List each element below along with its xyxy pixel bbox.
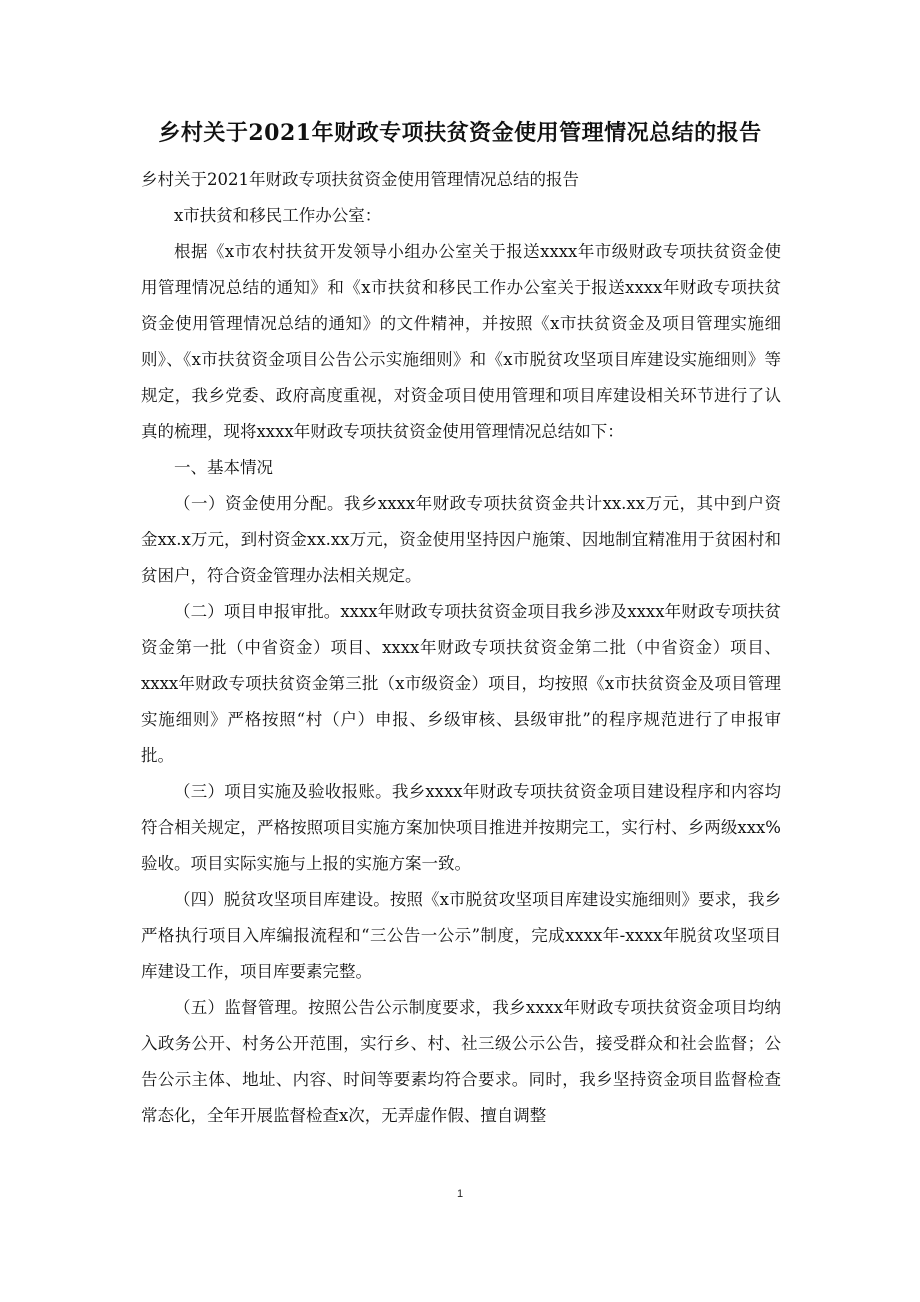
paragraph-project-approval: （二）项目申报审批。xxxx年财政专项扶贫资金项目我乡涉及xxxx年财政专项扶贫资金第一批（中省资金）项目、xxxx年财政专项扶贫资金第二批（中省资金）项目、xxxx年财政专项扶贫资金第三批（x市级资金）项目，均按照《x市扶贫资金及项目管理实施细则》严格按照“村（户）申报、乡级审核、县级审批”的程序规范进行了申报审批。 — [141, 602, 781, 765]
document-subtitle: 乡村关于2021年财政专项扶贫资金使用管理情况总结的报告 — [141, 170, 579, 189]
document-body — [141, 162, 781, 1134]
paragraph-intro: 根据《x市农村扶贫开发领导小组办公室关于报送xxxx年市级财政专项扶贫资金使用管理情况总结的通知》和《x市扶贫和移民工作办公室关于报送xxxx年财政专项扶贫资金使用管理情况总结的通知》的文件精神，并按照《x市扶贫资金及项目管理实施细则》、《x市扶贫资金项目公告公示实施细则》和《x市脱贫攻坚项目库建设实施细则》等规定，我乡党委、政府高度重视，对资金项目使用管理和项目库建设相关环节进行了认真的梳理，现将xxxx年财政专项扶贫资金使用管理情况总结如下： — [141, 242, 781, 441]
document-title: 乡村关于2021年财政专项扶贫资金使用管理情况总结的报告 — [158, 120, 762, 146]
section-heading-basic-situation: 一、基本情况 — [174, 458, 273, 477]
paragraph-fund-allocation: （一）资金使用分配。我乡xxxx年财政专项扶贫资金共计xx.xx万元，其中到户资金xx.x万元，到村资金xx.xx万元，资金使用坚持因户施策、因地制宜精准用于贫困村和贫困户，符合资金管理办法相关规定。 — [141, 494, 781, 585]
paragraph-project-acceptance: （三）项目实施及验收报账。我乡xxxx年财政专项扶贫资金项目建设程序和内容均符合相关规定，严格按照项目实施方案加快项目推进并按期完工，实行村、乡两级xxx%验收。项目实际实施与上报的实施方案一致。 — [141, 782, 781, 873]
page-number: 1 — [456, 1188, 464, 1200]
paragraph-supervision: （五）监督管理。按照公告公示制度要求，我乡xxxx年财政专项扶贫资金项目均纳入政务公开、村务公开范围，实行乡、村、社三级公示公告，接受群众和社会监督；公告公示主体、地址、内容、时间等要素均符合要求。同时，我乡坚持资金项目监督检查常态化，全年开展监督检查x次，无弄虚作假、擅自调整 — [141, 998, 781, 1125]
addressee-line: x市扶贫和移民工作办公室： — [174, 206, 382, 225]
paragraph-project-library: （四）脱贫攻坚项目库建设。按照《x市脱贫攻坚项目库建设实施细则》要求，我乡严格执行项目入库编报流程和“三公告一公示”制度，完成xxxx年-xxxx年脱贫攻坚项目库建设工作，项目库要素完整。 — [141, 890, 781, 981]
